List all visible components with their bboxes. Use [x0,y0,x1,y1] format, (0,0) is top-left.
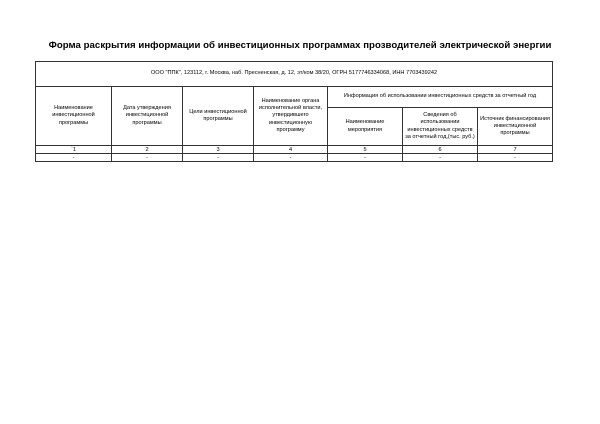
column-number: 4 [254,146,328,154]
column-number: 7 [478,146,553,154]
column-number-row [36,146,553,154]
table-cell: - [328,154,403,162]
table-cell: - [403,154,478,162]
table-row [36,154,553,162]
header-goals: Цели инвестиционной программы [183,87,254,146]
header-usage-details: Сведения об использовании инвестиционных средств за отчетный год,(тыс. руб.) [403,108,478,146]
organization-info: ООО "ППК", 123112, г. Москва, наб. Пресненская, д. 12, эт/ком 38/20, ОГРН 5177746334068, ИНН 7703439242 [36,62,553,87]
column-number: 2 [112,146,183,154]
header-approval-date: Дата утверждения инвестиционной программы [112,87,183,146]
column-number: `1 [36,146,112,154]
table-cell: - [183,154,254,162]
table-cell: - [254,154,328,162]
header-usage-info: Информация об использовании инвестиционных средств за отчетный год [328,87,553,108]
table-cell: - [112,154,183,162]
document-title: Форма раскрытия информации об инвестиционных программах прозводителей электрической энергии [48,40,552,51]
table-cell: - [478,154,553,162]
header-event-name: Наименование мероприятия [328,108,403,146]
column-number: 3 [183,146,254,154]
header-authority: Наименование органа исполнительной власти, утвердившего инвестиционную программу [254,87,328,146]
header-funding-sources: Источник финансирования инвестиционной программы [478,108,553,146]
column-number: 5 [328,146,403,154]
header-program-name: Наименование инвестиционной программы [36,87,112,146]
disclosure-table [35,61,553,162]
table-cell: - [36,154,112,162]
column-number: 6 [403,146,478,154]
